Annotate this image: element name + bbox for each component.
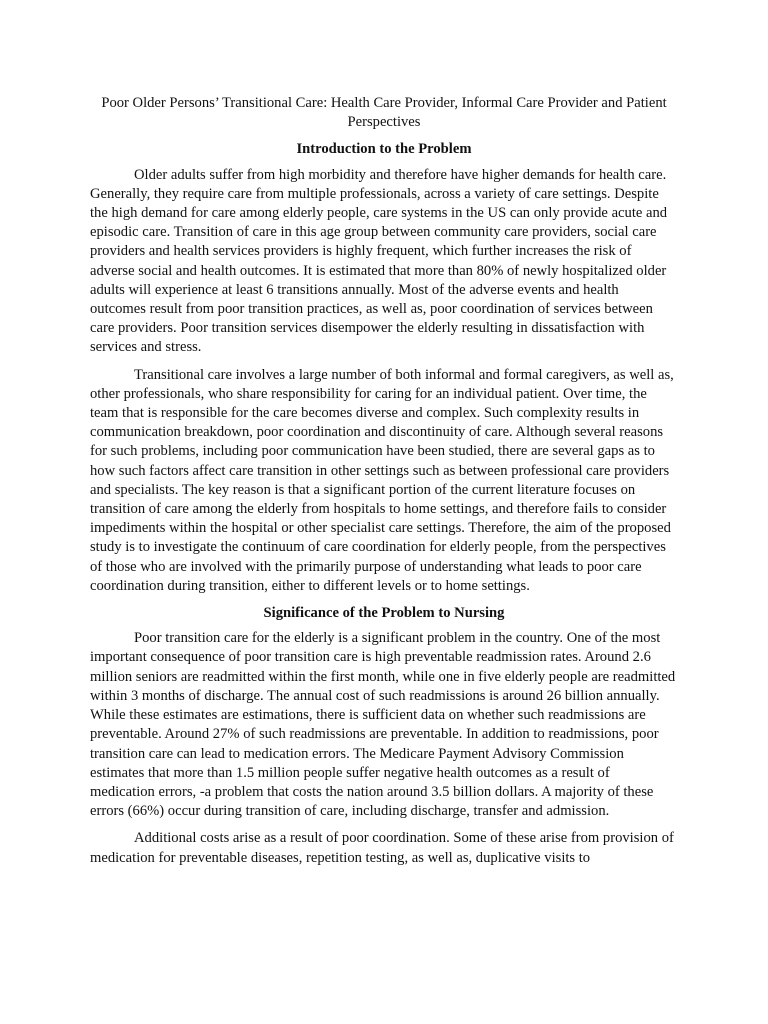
- document-body: [90, 94, 678, 876]
- section-heading: Significance of the Problem to Nursing: [263, 605, 505, 622]
- paragraph: Poor transition care for the elderly is a significant problem in the country. One of the most important consequence of poor transition care is high preventable readmission rates. Around 2.6 million seniors are readmitted within the first month, while one in five elderly people are readmitted within 3 months of discharge. The annual cost of such readmissions is around 26 billion annually. While these estimates are estimations, there is sufficient data on whether such readmissions are preventable. Around 27% of such readmissions are preventable. In addition to readmissions, poor transition care can lead to medication errors. The Medicare Payment Advisory Commission estimates that more than 1.5 million people suffer negative health outcomes as a result of medication errors, -a problem that costs the nation around 3.5 billion dollars. A majority of these errors (66%) occur during transition of care, including discharge, transfer and admission.: [90, 630, 676, 820]
- document-title: Poor Older Persons’ Transitional Care: Health Care Provider, Informal Care Provider and Patient Perspectives: [101, 95, 667, 131]
- section-introduction: [90, 140, 678, 596]
- paragraph: Additional costs arise as a result of poor coordination. Some of these arise from provision of medication for preventable diseases, repetition testing, as well as, duplicative visits to: [90, 830, 674, 866]
- section-significance: [90, 604, 678, 868]
- paragraph: Older adults suffer from high morbidity and therefore have higher demands for health care. Generally, they require care from multiple professionals, across a variety of care settings. Despite the high demand for care among elderly people, care systems in the US can only provide acute and episodic care. Transition of care in this age group between community care providers, social care providers and health services providers is highly frequent, which further increases the risk of adverse social and health outcomes. It is estimated that more than 80% of newly hospitalized older adults will experience at least 6 transitions annually. Most of the adverse events and health outcomes result from poor transition practices, as well as, poor coordination of services between care providers. Poor transition services disempower the elderly resulting in dissatisfaction with services and stress.: [90, 166, 668, 356]
- paragraph: Transitional care involves a large number of both informal and formal caregivers, as well as, other professionals, who share responsibility for caring for an individual patient. Over time, the team that is responsible for the care becomes diverse and complex. Such complexity results in communication breakdown, poor coordination and discontinuity of care. Although several reasons for such problems, including poor communication have been studied, there are several gaps as to how such factors affect care transition in other settings such as between professional care providers and specialists. The key reason is that a significant portion of the current literature focuses on transition of care among the elderly from hospitals to home settings, and therefore fails to consider impediments within the hospital or other specialist care settings. Therefore, the aim of the proposed study is to investigate the continuum of care coordination for elderly people, from the perspectives of those who are involved with the primarily purpose of understanding what leads to poor care coordination during transition, either to different levels or to home settings.: [90, 366, 674, 594]
- section-heading: Introduction to the Problem: [296, 141, 472, 158]
